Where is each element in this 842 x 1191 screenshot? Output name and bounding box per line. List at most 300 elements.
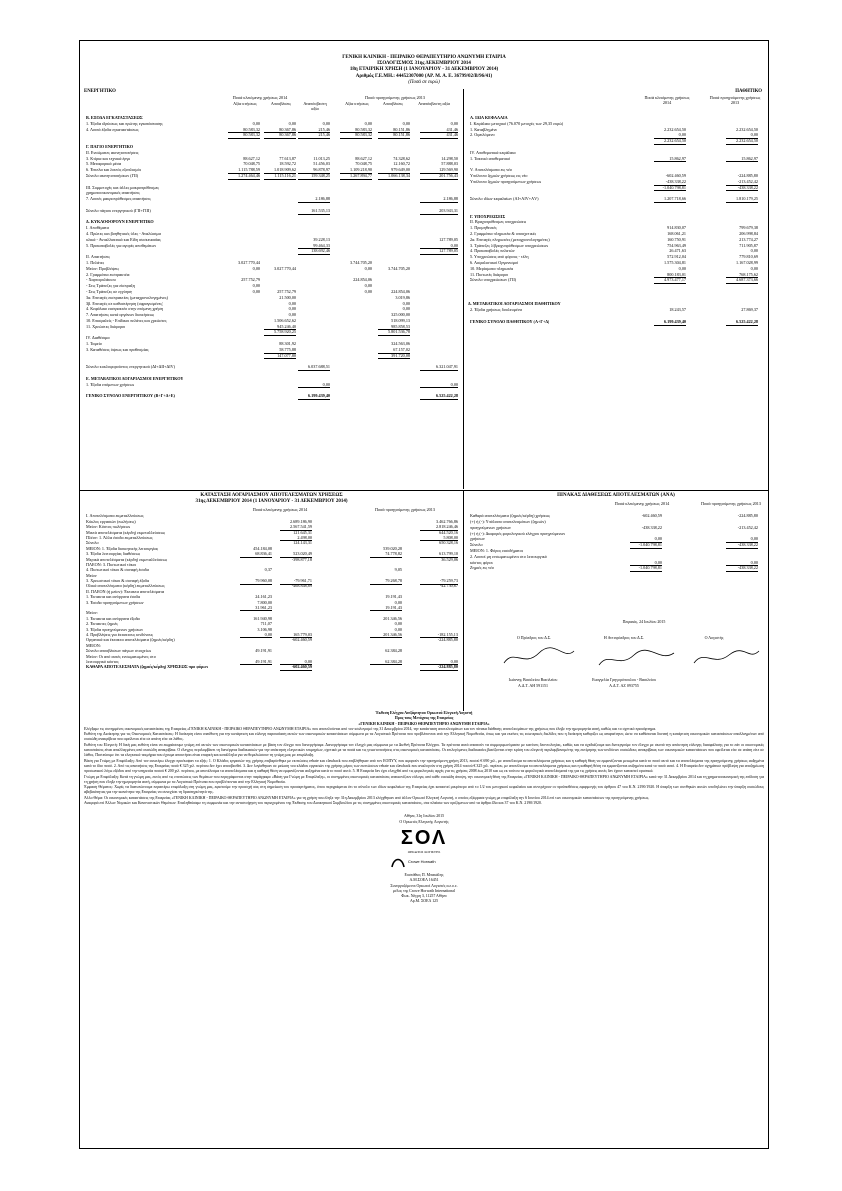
row-label: I. Αποτελέσματα εκμεταλλεύσεως [86,513,144,519]
row-value: 0,00 [394,621,402,627]
balance-sheet [80,89,768,489]
transit-liabilities-row [464,307,768,313]
row-value: 0,00 [252,265,260,271]
row-value: 62.384,28 [370,659,402,665]
row-label: 1. Έκτακτα και ανόργανα έσοδα [86,594,141,600]
row-label: Σύνολο αποσβέσεων πάγιων στοιχείων [86,648,152,654]
row-value: -79.259,73 [420,578,458,584]
row-label: Ε. ΜΕΤΑΒΑΤΙΚΟΙ ΛΟΓΑΡΙΑΣΜΟΙ ΕΝΕΡΓΗΤΙΚΟΥ [86,375,184,381]
auditor-name: Ευστάθιος Π. Μπακάλης [404,872,444,877]
row-value: 0,00 [298,382,330,389]
row-label: υλικά - Ανταλλακτικά και Είδη συσκευασίας [86,236,161,242]
row-label: Μείον: Κόστος πωλήσεων [86,524,131,530]
row-value: 1.274.464,46 [228,173,260,180]
row-value: 24.161,23 [255,594,272,600]
value-previous: 27.869,37 [741,307,758,313]
row-value: 2.232.654,50 [736,126,758,132]
row-value: -438.338,22 [726,565,758,572]
row-value: 711,07 [260,621,272,627]
row-value: 0,00 [726,536,758,543]
row-value: 15.862,97 [654,156,686,163]
row-label: κόστος φόροι [470,559,493,565]
row-value: 80.151,86 [378,132,410,139]
row-value: -224.885,80 [420,664,458,670]
row-value: 0,00 [750,248,758,254]
row-value: 779.810,69 [739,254,758,260]
row-label: Σύνολο [86,540,99,546]
row-label: Σύνολο ακινητοποιήσεων (ΓΙΙ) [86,172,139,178]
row-value: -79.961,71 [280,578,312,584]
row-value: -182.155,13 [420,632,458,638]
row-label: V. Αποτελέσματα εις νέο [470,167,512,173]
audit-paragraph-5: Γνώμη με Επιφύλαξη: Κατά τη γνώμη μας, εκτός από τις επιπτώσεις των θεμάτων που περιγράφονται στην παράγραφο «Βάση για Γνώμη με Επιφύλαξη», οι συνημμένες οικονομικές καταστάσεις απεικονίζουν εύλογα, από κάθε ουσιώδη άποψη, την οικονομική θέση της Εταιρείας «ΓΕΝΙΚΗ ΚΛΙΝΙΚΗ - ΠΕΙΡΑΙΚΟ ΘΕΡΑΠΕΥΤΗΡΙΟ ΑΝΩΝΥΜΗ ΕΤΑΙΡΙΑ» κατά την 31 Δεκεμβρίου 2014 και τη χρηματοοικονομική της επίδοση για τη χρήση που έληξε την ημερομηνία αυτή, σύμφωνα με τα Λογιστικά Πρότυπα που προβλέπονται από την Ελληνική Νομοθεσία. [84,774,764,784]
audit-firm-address: Φωκ. Νέγρη 3, 11257 Αθήνα [401,894,447,899]
row-label: 10. Επισφαλείς - Επίδικοι πελάτες και χρεώστες [86,317,167,323]
income-title-line2: 31ης ΔΕΚΕΜΒΡΙΟΥ 2014 (1 ΙΑΝΟΥΑΡΙΟΥ - 31 ΔΕΚΕΜΒΡΙΟΥ 2014) [195,499,348,505]
liabilities-column-headers [464,95,768,115]
row-label: 1. Καταβλημένο [470,126,498,132]
fiscal-year-line: 18η ΕΤΑΙΡΙΚΗ ΧΡΗΣΗ (1 ΙΑΝΟΥΑΡΙΟΥ - 31 ΔΕΚΕΜΒΡΙΟΥ 2014) [349,67,499,73]
row-value: 0,37 [264,567,272,573]
row-value: 77.613,87 [279,155,296,161]
row-label: 3. Τράπεζες λ/βραχυπρόθεσμων υποχρεώσεων [470,242,549,248]
row-value: 1.115.116,21 [264,173,296,180]
row-value: 0,00 [630,536,662,543]
row-label: 3. Καταθέσεις όψεως και προθεσμίας [86,346,149,352]
liabilities-rows [464,115,768,283]
row-label: - Στις Τράπεζες για είσπραξη [86,283,135,289]
distribution-col-current: Ποσά κλειόμενης χρήσεως 2014 [614,501,670,507]
row-value: 80.367,86 [264,127,296,134]
row-label: Μείον: [86,610,98,616]
row-value: 80.583,32 [228,132,260,139]
row-value: 650.328,16 [439,540,458,546]
row-value: 2.232.654,50 [654,138,686,145]
value-current: 6.199.439,40 [654,319,686,326]
row-value: 0,00 [750,265,758,271]
row-label: Δ. ΚΥΚΛΟΦΟΡΟΥΝ ΕΝΕΡΓΗΤΙΚΟ [86,219,154,225]
row-label: 1. Προμηθευτές [470,225,497,231]
assets-period-current: Ποσά κλειόμενης χρήσεως 2014 [232,95,288,100]
row-value: 3.027.770,44 [274,265,296,271]
row-value: 80.367,86 [264,132,296,139]
row-value: -224.885,80 [737,513,758,519]
row-value: 124.143,31 [293,540,312,546]
row-label: 3. Κτίρια και τεχνικά έργα [86,155,131,161]
audit-role: Ο Ορκωτός Ελεγκτής Λογιστής [399,819,449,824]
row-label: 11. Χρεώστες διάφοροι [86,323,126,329]
row-value: 799.679,38 [739,225,758,231]
row-value: 2.818.246,46 [420,524,458,530]
row-value: 945.246,40 [264,324,296,331]
row-value: 62.384,28 [385,648,402,654]
row-value: 96.878,97 [298,167,330,174]
income-title [80,493,463,505]
row-label: 3. Έξοδα λειτουργίας διαθέσεως [86,551,141,557]
row-value: 215,46 [298,132,330,139]
row-value: 644.520,16 [439,529,458,535]
row-value: 9,05 [394,567,402,573]
row-value: 203.943,31 [420,208,458,215]
row-label: 2. Γραμμάτια πληρωτέα & υποσχετικές [470,230,537,236]
sol-logo-subtitle: ΟΡΚΩΤΟΙ ΛΟΓΙΣΤΕΣ [407,849,441,854]
liabilities-grand-total [464,319,768,325]
crowe-logo-icon [390,855,406,869]
balance-sheet-title: ΙΣΟΛΟΓΙΣΜΟΣ 31ης ΔΕΚΕΜΒΡΙΟΥ 2014 [377,61,471,67]
row-label: 1. Έξοδα επόμενων χρήσεων [86,381,135,387]
row-value: 99.464,33 [298,243,330,250]
row-label: II. Απαιτήσεις [86,254,111,260]
assets-column-headers [80,95,463,115]
row-value: 391.720,08 [378,353,410,360]
signature-vice-president-name: Ευαγγελία Γρηγορόπουλου - Βασιλείου [592,677,656,682]
row-value: 201.346,56 [383,615,402,621]
row-value: 1.066.138,34 [378,173,410,180]
row-value: 21.500,00 [279,294,296,300]
audit-addressee: Προς τους Μετόχους της Εταιρείας [394,716,454,721]
row-value: 1.167.028,99 [736,259,758,265]
row-value: 0,00 [402,120,410,126]
assets-rows [80,115,463,399]
row-label: 6. Έπιπλα και λοιπός εξοπλισμός [86,167,142,173]
row-value: 49.191,91 [240,659,272,665]
row-label: 2. Έξοδα χρήσεως δουλευμένα [470,307,522,313]
row-value: 985.858,53 [378,324,410,331]
row-value: 70.048,75 [243,161,260,167]
row-value: 3.462.766,86 [436,518,458,524]
audit-paragraph-1: Ελέγξαμε τις συνημμένες οικονομικές καταστάσεις της Εταιρείας «ΓΕΝΙΚΗ ΚΛΙΝΙΚΗ - ΠΕΙΡΑΙΚΟ ΘΕΡΑΠΕΥΤΗΡΙΟ ΑΝΩΝΥΜΗ ΕΤΑΙΡΙΑ» που αποτελούνται από τον ισολογισμό της 31 Δεκεμβρίου 2014, την κατάσταση αποτελεσμάτων και τον πίνακα διάθεσης αποτελεσμάτων της χρήσεως που έληξε την ημερομηνία αυτή, καθώς και το σχετικό προσάρτημα. [84,726,657,731]
row-value: 0,00 [394,599,402,605]
signature-accountant-title: Ο Λογιστής [704,635,724,640]
financial-statement-page [79,40,769,1149]
row-value: 6.525.422,28 [420,393,458,400]
row-value: 0,00 [322,120,330,126]
row-value: 14.298,50 [441,155,458,161]
row-label: Ολικά αποτελέσματα (κέρδη) εκμεταλλεύσεως [86,583,165,589]
row-value: 26.471,63 [669,248,686,254]
row-value: 0,00 [654,132,686,139]
auditor-registration: Α.Μ.ΣΟΕΛ 16451 [409,878,439,883]
row-value: 257.752,79 [277,288,296,294]
row-value: 613.799,10 [420,551,458,557]
distribution-col-previous: Ποσά προηγούμενης χρήσεως 2013 [701,501,761,507]
row-value: -602.460,59 [665,172,686,178]
row-value: 15.862,97 [726,156,758,163]
row-label: 1. Ταμείο [86,341,102,347]
row-value: 70.048,75 [355,161,372,167]
row-value: 88.627,12 [355,155,372,161]
row-label: Οργανικά και έκτακτα αποτελέσματα (ζημιές/κέρδη) [86,637,175,643]
row-value: 0,00 [252,283,260,289]
row-value: 165.779,03 [280,632,312,638]
row-value: 0,00 [288,300,296,306]
row-value: 431,46 [420,132,458,139]
row-value: -1.040.798,81 [630,565,662,572]
row-value: 3.744.705,20 [388,265,410,271]
row-value: 11.013,25 [313,155,330,161]
row-value: 1.115.788,59 [228,167,260,174]
row-label: 5. Μεταφορικά μέσα [86,161,122,167]
audit-paragraph-7: Άλλο Θέμα: Οι οικονομικές καταστάσεις της Εταιρείας «ΓΕΝΙΚΗ ΚΛΙΝΙΚΗ - ΠΕΙΡΑΙΚΟ ΘΕΡΑΠΕΥΤΗΡΙΟ ΑΝΩΝΥΜΗ ΕΤΑΙΡΙΑ» για τη χρήση που έληξε την 31η Δεκεμβρίου 2013 ελέγχθηκαν από άλλον Ορκωτό Ελεγκτή Λογιστή, ο οποίος εξέφρασε γνώμη με επιφύλαξη την 6 Ιουνίου 2014 επί των οικονομικών καταστάσεων της προηγούμενης χρήσεως. [84,795,650,800]
income-and-distribution [80,490,768,711]
audit-paragraph-3: Ευθύνη του Ελεγκτή: Η δική μας ευθύνη είναι να εκφράσουμε γνώμη επί αυτών των οικονομικών καταστάσεων με βάση τον έλεγχο που διενεργήσαμε. Διενεργήσαμε τον έλεγχό μας σύμφωνα με τα Διεθνή Πρότυπα Ελέγχου. Τα πρότυπα αυτά απαιτούν να συμμορφωνόμαστε με κανόνες δεοντολογίας, καθώς και να σχεδιάζουμε και διενεργούμε τον έλεγχο με σκοπό την απόκτηση εύλογης διασφάλισης για το εάν οι οικονομικές καταστάσεις είναι απαλλαγμένες από ουσιώδη ανακρίβεια. Ο έλεγχος περιλαμβάνει τη διενέργεια διαδικασιών για την απόκτηση ελεγκτικών τεκμηρίων, σχετικά με τα ποσά και τις γνωστοποιήσεις στις οικονομικές καταστάσεις. Οι επιλεγόμενες διαδικασίες βασίζονται στην κρίση του ελεγκτή περιλαμβανομένης της εκτίμησης των κινδύνων ουσιώδους ανακρίβειας των οικονομικών καταστάσεων που οφείλεται είτε σε απάτη είτε σε λάθος. Πιστεύουμε ότι τα ελεγκτικά τεκμήρια που έχουμε αποκτήσει είναι επαρκή και κατάλληλα για να θεμελιώσουν τη γνώμη μας με επιφύλαξη. [84,742,764,758]
row-label: I. Αποθέματα [86,225,109,231]
audit-paragraph-6: Έμφαση Θέματος: Χωρίς να διατυπώνουμε περαιτέρω επιφύλαξη στη γνώμη μας, εφιστούμε την προσοχή σας στη σημείωση του προσαρτήματος, όπου περιγράφεται ότι το σύνολο των ιδίων κεφαλαίων της Εταιρείας έχει καταστεί μικρότερο από το 1/2 του μετοχικού κεφαλαίου και συντρέχουν οι προϋποθέσεις εφαρμογής του άρθρου 47 του Κ.Ν. 2190/1920. Η ύπαρξη των συνθηκών αυτών υποδηλώνει την ύπαρξη ουσιώδους αβεβαιότητας για την ικανότητα της Εταιρείας να συνεχίσει τη δραστηριότητά της. [84,785,764,795]
row-value: 18.592,72 [279,161,296,167]
row-value: 768.175,62 [726,272,758,279]
row-label: 4. Πιστωτικοί τόκοι & συναφή έσοδα [86,567,149,573]
row-label: 2. Έκτακτες ζημιές [86,621,118,627]
row-value: 4.973.477,17 [654,277,686,284]
row-value: 0,00 [252,288,260,294]
audit-company: «ΓΕΝΙΚΗ ΚΛΙΝΙΚΗ - ΠΕΙΡΑΙΚΟ ΘΕΡΑΠΕΥΤΗΡΙΟ ΑΝΩΝΥΜΗ ΕΤΑΙΡΙΑ» [358,721,490,726]
row-label: Β. ΕΞΟΔΑ ΕΓΚΑΤΑΣΤΑΣΕΩΣ [86,115,143,120]
row-label: II. Ενσώματες ακινητοποιήσεις [86,149,139,155]
audit-place-date: Αθήνα, 31η Ιουλίου 2015 [403,814,445,819]
row-value: 160.750,91 [667,236,686,242]
row-value: 5.808,00 [420,535,458,541]
row-value: 2.232.654,50 [664,126,686,132]
audit-paragraph-8: Αναφορά επί Άλλων Νομικών και Κανονιστικών Θεμάτων: Επαληθεύσαμε τη συμφωνία και την αντιστοίχηση του περιεχομένου της Έκθεσης του Διοικητικού Συμβουλίου με τις συνημμένες οικονομικές καταστάσεις, στα πλαίσια των οριζόμενων από τα άρθρα 43α και 37 του Κ.Ν. 2190/1920. [84,801,542,806]
row-value: 2.186,88 [420,196,458,203]
liabilities-col-current: Ποσά κλειόμενης χρήσεως 2014 [644,95,690,105]
row-label: Πλέον: 1. Άλλα έσοδα εκμεταλλεύσεως [86,534,153,540]
income-title-line1: ΚΑΤΑΣΤΑΣΗ ΛΟΓΑΡΙΑΣΜΟΥ ΑΠΟΤΕΛΕΣΜΑΤΩΝ ΧΡΗΣΕΩΣ [200,493,343,498]
distribution-rows [464,513,768,571]
transit-liabilities-title: Δ. ΜΕΤΑΒΑΤΙΚΟΙ ΛΟΓΑΡΙΑΣΜΟΙ ΠΑΘΗΤΙΚΟΥ [468,301,561,307]
liabilities-column [464,89,768,489]
row-label: Υπόλοιπο ζημιών προηγούμενων χρήσεων [470,178,542,184]
row-value: 6.199.439,40 [298,393,330,400]
row-value: 31.961,23 [240,605,272,611]
row-label: 11. Πιστωτές διάφοροι [470,271,509,277]
row-value: 2.186,88 [298,196,330,203]
assets-col-value-prev: Αξία κτήσεως [345,101,369,106]
row-label: (+) ή (-): Υπόλοιπο αποτελεσμάτων (ζημιών) [470,519,546,524]
row-label: ΚΑΘΑΡΑ ΑΠΟΤΕΛΕΣΜΑΤΑ (ζημιές/κέρδη) ΧΡΗΣΕΩΣ προ φόρων [86,664,209,670]
row-value: 2.567.541,59 [280,524,312,530]
table-row [464,277,768,283]
row-value: -1.040.798,81 [654,185,686,192]
row-value: 1.207.718,66 [654,196,686,203]
assets-col-depr-cur: Αποσβέσεις [270,101,292,106]
row-value: 325.000,00 [391,312,410,318]
row-value: -468.848,89 [291,583,312,589]
signature-president-name: Ιωάννης Βασιλείου Βασιλείου [508,677,558,682]
audit-report [84,711,764,905]
row-value: 57.888,03 [441,161,458,167]
row-value: 79.268,78 [370,578,402,584]
row-label: Γ. ΠΑΓΙΟ ΕΝΕΡΓΗΤΙΚΟ [86,143,133,149]
row-label: (+) ή (-): Διαφορές φορολογικού ελέγχου προηγούμενων [470,530,566,536]
row-value: -224.885,80 [437,637,458,643]
row-value: 0,00 [364,265,372,271]
row-value: 2.689.186,90 [290,518,312,524]
row-label: Σύνολο κυκλοφορούντος ενεργητικού (ΔΙ+ΔΙΙ+ΔΙV) [86,364,176,370]
row-value: 0,00 [364,283,372,289]
row-value: 201.346,56 [370,632,402,638]
row-value: 80.583,32 [228,127,260,134]
row-value: -213.452,42 [726,179,758,186]
row-value: 1.506.652,62 [274,317,296,323]
row-label: 5. Υποχρεώσεις από φόρους - τέλη [470,254,529,260]
row-label: 3β. Επιταγές σε καθυστέρηση (σφραγισμένες) [86,300,164,306]
assets-title: ΕΝΕΡΓΗΤΙΚΟ [84,89,116,94]
row-value: 3.019,86 [395,294,410,300]
row-value: 0,00 [630,560,662,567]
row-label: 10. Μερίσματα πληρωτέα [470,265,514,271]
row-value: -438.338,22 [641,524,662,530]
row-label: 7. Λοιπές μακροπρόθεσμες απαιτήσεις [86,196,151,202]
assets-col-depr-prev: Αποσβέσεις [382,101,404,106]
row-value: 138.692,46 [298,248,330,255]
row-value: 1.810.179,25 [726,196,758,203]
row-value: 51.456,03 [313,161,330,167]
row-label: III. Συμμετοχές και άλλες μακροπρόθεσμες [86,184,160,190]
signature-president-title: Ο Πρόεδρος του Δ.Σ. [516,635,552,640]
row-label: Κύκλος εργασιών (πωλήσεις) [86,518,136,524]
row-value: 1.575.304,81 [664,259,686,265]
row-value: 539.020,28 [383,545,402,551]
row-label: II. ΠΛΕΟΝ (ή μείον): Έκτακτα αποτελέσματα [86,588,165,594]
row-label: ΓΕΝΙΚΟ ΣΥΝΟΛΟ ΕΝΕΡΓΗΤΙΚΟΥ (Β+Γ+Δ+Ε) [86,393,175,399]
row-value: 147.077,80 [264,353,296,360]
income-col-previous: Ποσά προηγούμενης χρήσεως 2013 [375,507,435,513]
income-statement [80,491,464,711]
row-label: 3. Έξοδα προηγούμενων χρήσεων [86,626,144,632]
row-value: 39.228,13 [313,236,330,242]
row-value: 0,00 [364,120,372,126]
signatures-area [464,617,768,711]
signature-vice-president-id: Α.Δ.Τ. ΑΖ 093755 [609,683,639,688]
row-value: 168.061,21 [667,230,686,236]
row-value: -602.460,59 [291,637,312,643]
row-value: 0,00 [726,132,758,139]
distribution-column-headers [464,499,768,513]
table-row [80,393,463,399]
row-value: 979.649,00 [378,167,410,174]
row-label: χρηματοοικονομικές απαιτήσεις [86,190,140,196]
row-value: 454.184,08 [253,545,272,551]
row-label: 3. Χρεωστικοί τόκοι & συναφή έξοδα [86,578,150,584]
row-label: λειτουργικό κόστος [86,658,119,664]
row-value: 0,00 [678,265,686,271]
row-value: 0,00 [288,312,296,318]
row-label: 4. Λοιπά έξοδα εγκαταστάσεως [86,126,139,132]
row-label: ΜΕΙΟΝ: [86,642,101,648]
row-value: 1.267.894,77 [340,173,372,180]
row-value: 518.099,13 [391,317,410,323]
row-value: 2.232.654,50 [726,138,758,145]
row-label: 1. Πελάτες [86,259,105,265]
row-label: Μείον: Οι από αυτές ενσωματωμένες στο [86,653,156,659]
handwritten-signatures [494,643,764,673]
row-label: 2. Γραμμάτια εισπρακτέα: [86,271,131,277]
distribution-title: ΠΙΝΑΚΑΣ ΔΙΑΘΕΣΕΩΣ ΑΠΟΤΕΛΕΣΜΑΤΩΝ (ΑΝΑ) [557,493,675,498]
row-label: 4. Πρώτες και βοηθητικές ύλες - Αναλώσιμα [86,230,161,236]
assets-col-net-prev: Αναπόσβεστη αξία [418,101,450,106]
row-value: 19.191,43 [370,605,402,611]
table-row [464,565,768,571]
row-value: 68.836,41 [240,551,272,557]
row-value: 74.328,62 [393,155,410,161]
row-value: 914.830,07 [667,225,686,231]
row-value: 0,00 [364,288,372,294]
assets-col-value-cur: Αξία κτήσεως [233,101,257,106]
assets-period-previous: Ποσά προηγούμενης χρήσεως 2013 [365,95,425,100]
row-value: 754.963,49 [667,242,686,248]
row-label: - Χαρτοφυλάκιου [86,277,116,283]
row-label: Σύνολο ιδίων κεφαλαίων (ΑΙ+ΑΙV+ΑV) [470,196,539,202]
row-value: 800.183,01 [654,272,686,279]
row-value: 129.569,90 [420,167,458,174]
income-rows [80,513,463,669]
value-current: 18.243,57 [669,307,686,313]
row-value: 224.854,06 [391,288,410,294]
audit-firm-registration: Αρ.Μ. ΣΟΕΛ 125 [409,899,439,904]
assets-col-net-cur: Αναπόσβεστη αξία [303,101,327,111]
row-value: 324.563,06 [391,341,410,347]
row-label: 3. Έσοδα προηγούμενων χρήσεων [86,599,144,605]
row-value: 12.160,72 [393,161,410,167]
distribution-table [464,491,768,711]
row-value: 127.789,05 [420,248,458,255]
row-value: 0,00 [288,120,296,126]
row-value: 3.027.770,44 [238,259,260,265]
row-label: Ζημιές εις νέο [470,565,494,571]
row-label: 1. Έκτακτα και ανόργανα έξοδα [86,615,140,621]
audit-firm: Συνεργαζόμενοι Ορκωτοί Λογιστές α.ε.ο.ε. [390,883,458,888]
row-value: 201.756,43 [420,173,458,180]
row-value: 80.583,32 [340,127,372,134]
crowe-logo-text: Crowe Horwath [408,858,436,864]
row-label: IV. Αποθεματικά κεφάλαια [470,149,516,155]
row-value: 0,00 [420,382,458,389]
value-previous: 6.525.422,28 [726,319,758,326]
document-header [80,55,768,86]
signature-vice-president-title: Η Αντιπρόεδρος του Δ.Σ. [603,635,645,640]
row-value: 0,00 [450,120,458,126]
signature-president-id: Α.Δ.Τ. ΑΗ 591151 [517,683,548,688]
row-value: 5.801.536,78 [378,329,410,336]
currency-note: (Ποσά σε ευρώ) [408,79,440,85]
row-value: 88.301,92 [279,341,296,347]
row-label: Μερικά αποτελέσματα (κέρδη) εκμεταλλεύσεως [86,556,168,562]
row-label: Μείον [86,572,97,578]
audit-paragraph-4: Βάση για Γνώμη με Επιφύλαξη: Από τον ανωτέρω έλεγχο προέκυψαν τα εξής: 1. Ο Κλάδος εργασιών της χρήσης επιβαρύνθηκε με εκπτώσεις rebate και clawback που επιβλήθηκαν από τον ΕΟΠΥΥ, που αφορούν την προηγούμενη χρήση 2013, ποσού € 690 χιλ., με αποτέλεσμα τα αποτελέσματα χρήσεως και η καθαρή θέση να εμφανίζονται μειωμένα κατά το ποσό αυτό και τα αποτελέσματα της προηγούμενης χρήσεως αυξημένα κατά το ίδιο ποσό. 2. Από τις απαιτήσεις της Εταιρείας ποσό € 325 χιλ. περίπου δεν έχει αποσβεσθεί. 3. Δεν λογίσθηκαν σε μείωση του κλάδου εργασιών της χρήσης μέρος των εκπτώσεων rebate και clawback που αναλογούν στη χρήση 2014 ποσού € 325 χιλ. περίπου, με αποτέλεσμα τα αποτελέσματα χρήσεως και η καθαρή θέση να εμφανίζονται αυξημένα κατά το ποσό αυτό. 4. Η Εταιρεία δεν σχημάτισε πρόβλεψη για αποζημίωση προσωπικού λόγω εξόδου από την υπηρεσία ποσού € 200 χιλ. περίπου, με αποτέλεσμα τα αποτελέσματα και η καθαρή θέση να εμφανίζονται αυξημένα κατά το ποσό αυτό. 5. Η Εταιρεία δεν έχει ελεγχθεί από τις φορολογικές αρχές για τις χρήσεις 2008 έως 2010 και ως εκ τούτου τα φορολογικά αποτελέσματά της για τις χρήσεις αυτές δεν έχουν καταστεί οριστικά. [84,758,764,774]
table-row [80,664,463,669]
row-label: 1. Τακτικό αποθεματικό [470,155,511,161]
row-label: Σύνολο [470,542,483,548]
registration-number: Αριθμός Γ.Ε.ΜΗ.: 44452307000 (ΑΡ. Μ. Α. Ε. 36799/02/Β/96/41) [355,73,493,79]
row-label: 4. Προκαταβολές πελατών [470,248,515,254]
row-label: ΜΕΙΟΝ: 1. Έξοδα διοικητικής λειτουργίας [86,545,159,551]
row-value: 0,00 [252,120,260,126]
signature-place-date: Πειραιάς, 24 Ιουλίου 2015 [622,619,666,624]
row-label: 5. Προκαταβολές για αγορές αποθεμάτων [86,242,157,248]
row-value: 127.789,05 [439,236,458,242]
row-value: 6.037.688,51 [298,364,330,371]
row-value: 79.960,08 [240,578,272,584]
row-value: -438.338,22 [726,185,758,192]
row-value: 0,00 [420,243,458,250]
row-label: 4. Προβλέψεις για έκτακτους κινδύνους [86,632,154,637]
row-value: 6.321.047,91 [420,364,458,371]
row-value: 213.774,27 [739,236,758,242]
row-value: 74.778,82 [370,551,402,557]
company-name: ΓΕΝΙΚΗ ΚΛΙΝΙΚΗ - ΠΕΙΡΑΙΚΟ ΘΕΡΑΠΕΥΤΗΡΙΟ ΑΝΩΝΥΜΗ ΕΤΑΙΡΙΑ [342,55,506,60]
row-value: 5.758.920,25 [264,329,296,336]
